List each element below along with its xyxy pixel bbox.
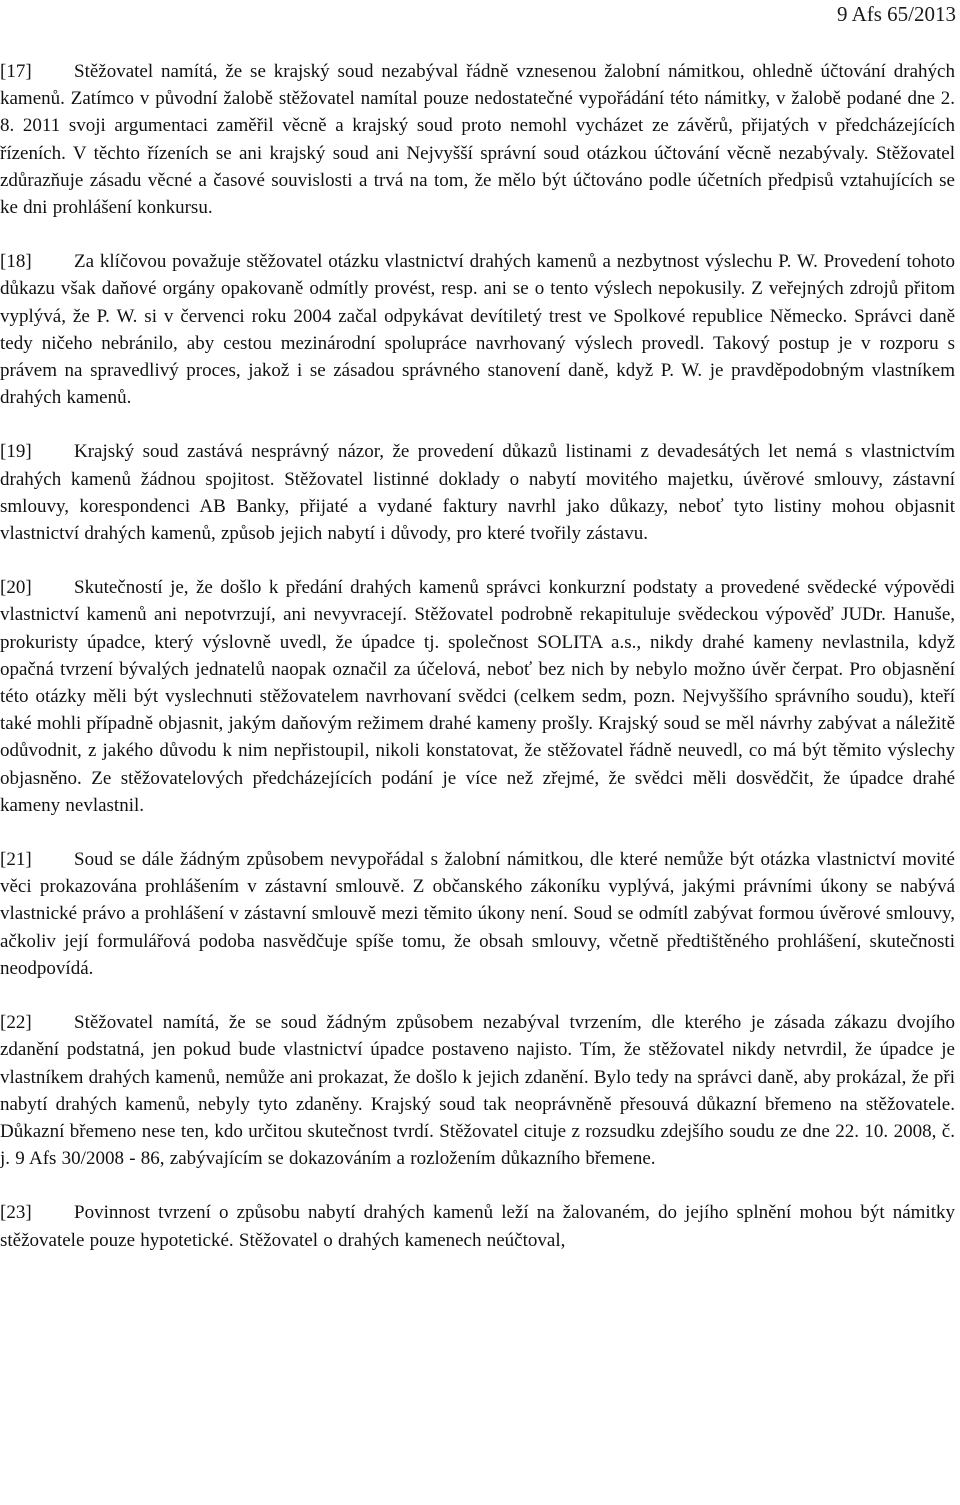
paragraph-text: Stěžovatel namítá, že se soud žádným způsobem nezabýval tvrzením, dle kterého je zásada zákazu dvojího zdanění podstatná, jen pokud bude vlastnictví úpadce postaveno najisto. Tím, že stěžovatel nikdy netvrdil, že úpadce je vlastníkem drahých kamenů, nemůže ani prokazat, že došlo k jejich zdanění. Bylo tedy na správci daně, aby prokázal, že při nabytí drahých kamenů, nebyly tyto zdaněny. Krajský soud tak neoprávněně přesouvá důkazní břemeno na stěžovatele. Důkazní břemeno nese ten, kdo určitou skutečnost tvrdí. Stěžovatel cituje z rozsudku zdejšího soudu ze dne 22. 10. 2008, č. j. 9 Afs 30/2008 - 86, zabývajícím se dokazováním a rozložením důkazního břemene. [0, 1012, 955, 1170]
paragraph-number: [21] [0, 849, 32, 871]
paragraph-text: Stěžovatel namítá, že se krajský soud nezabýval řádně vznesenou žalobní námitkou, ohledně účtování drahých kamenů. Zatímco v původní žalobě stěžovatel namítal pouze nedostatečné vypořádání této námitky, v žalobě podané dne 2. 8. 2011 svoji argumentaci zaměřil věcně a krajský soud proto nemohl vycházet ze závěrů, přijatých v předcházejících řízeních. V těchto řízeních se ani krajský soud ani Nejvyšší správní soud otázkou účtování věcně nezabývaly. Stěžovatel zdůrazňuje zásadu věcné a časové souvislosti a trvá na tom, že mělo být účtováno podle účetních předpisů vztahujících se ke dni prohlášení konkursu. [0, 61, 955, 219]
paragraph-number: [22] [0, 1012, 32, 1034]
document-body [0, 58, 955, 1281]
paragraph-19 [0, 438, 955, 547]
paragraph-22 [0, 1009, 955, 1172]
paragraph-number: [19] [0, 441, 32, 463]
case-number-header: 9 Afs 65/2013 [836, 2, 956, 26]
paragraph-17 [0, 58, 955, 221]
paragraph-text: Krajský soud zastává nesprávný názor, že provedení důkazů listinami z devadesátých let nemá s vlastnictvím drahých kamenů žádnou spojitost. Stěžovatel listinné doklady o nabytí movitého majetku, úvěrové smlouvy, zástavní smlouvy, korespondenci AB Banky, přijaté a vydané faktury navrhl jako důkazy, neboť tyto listiny mohou objasnit vlastnictví drahých kamenů, způsob jejich nabytí i důvody, pro které tvořily zástavu. [0, 441, 955, 545]
paragraph-number: [17] [0, 61, 32, 82]
paragraph-text: Za klíčovou považuje stěžovatel otázku vlastnictví drahých kamenů a nezbytnost výslechu P. W. Provedení tohoto důkazu však daňové orgány opakovaně odmítly provést, resp. ani se o tento výslech nepokusily. Z veřejných zdrojů přitom vyplývá, že P. W. si v červenci roku 2004 začal odpykávat devítiletý trest ve Spolkové republice Německo. Správci daně tedy ničeho nebránilo, aby cestou mezinárodní spolupráce navrhovaný výslech provedl. Takový postup je v rozporu s právem na spravedlivý proces, jakož i se zásadou správného stanovení daně, když P. W. je pravděpodobným vlastníkem drahých kamenů. [0, 251, 955, 409]
paragraph-number: [23] [0, 1202, 32, 1224]
paragraph-text: Skutečností je, že došlo k předání drahých kamenů správci konkurzní podstaty a provedené svědecké výpovědi vlastnictví kamenů ani nepotvrzují, ani nevyvracejí. Stěžovatel podrobně rekapituluje svědeckou výpověď JUDr. Hanuše, prokuristy úpadce, který výslovně uvedl, že úpadce tj. společnost SOLITA a.s., nikdy drahé kameny nevlastnila, když opačná tvrzení bývalých jednatelů naopak označil za účelová, neboť bez nich by nebylo možno úvěr čerpat. Pro objasnění této otázky měli být vyslechnuti stěžovatelem navrhovaní svědci (celkem sedm, pozn. Nejvyššího správního soudu), kteří také mohli případně objasnit, jakým daňovým režimem drahé kameny prošly. Krajský soud se měl návrhy zabývat a náležitě odůvodnit, z jakého důvodu k nim nepřistoupil, nikoli konstatovat, že stěžovatel řádně neuvedl, co má být těmito výslechy objasněno. Ze stěžovatelových předcházejících podání je více než zřejmé, že svědci měli dosvědčit, že úpadce drahé kameny nevlastnil. [0, 577, 955, 816]
paragraph-text: Soud se dále žádným způsobem nevypořádal s žalobní námitkou, dle které nemůže být otázka vlastnictví movité věci prokazována prohlášením v zástavní smlouvě. Z občanského zákoníku vyplývá, jakými právními úkony se nabývá vlastnické právo a prohlášení v zástavní smlouvě mezi těmito úkony není. Soud se odmítl zabývat formou úvěrové smlouvy, ačkoliv její formulářová podoba nasvědčuje spíše tomu, že obsah smlouvy, včetně předtištěného prohlášení, skutečnosti neodpovídá. [0, 849, 955, 979]
paragraph-number: [20] [0, 577, 32, 599]
paragraph-21 [0, 846, 955, 982]
paragraph-23 [0, 1199, 955, 1253]
paragraph-20 [0, 574, 955, 819]
paragraph-18 [0, 248, 955, 411]
paragraph-text: Povinnost tvrzení o způsobu nabytí drahých kamenů leží na žalovaném, do jejího splnění mohou být námitky stěžovatele pouze hypotetické. Stěžovatel o drahých kamenech neúčtoval, [0, 1202, 955, 1251]
paragraph-number: [18] [0, 251, 32, 273]
